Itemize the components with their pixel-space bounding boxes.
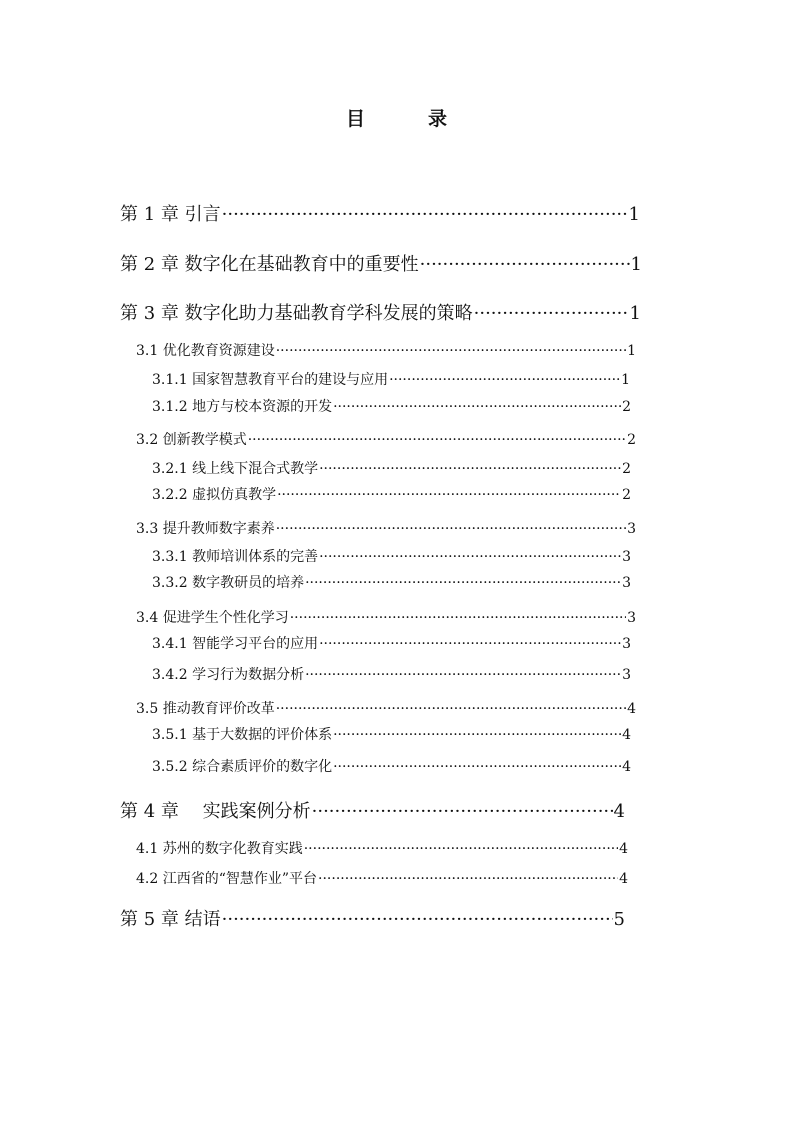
toc-leader-dots (333, 399, 621, 415)
toc-entry-chapter-5[interactable] (120, 905, 625, 931)
toc-leader-dots (276, 701, 626, 717)
toc-entry-section-3-5[interactable] (136, 698, 636, 718)
toc-page-number: 1 (628, 204, 640, 225)
toc-page-number: 5 (613, 909, 625, 930)
toc-entry-label: 3.2.2 虚拟仿真教学 (152, 487, 277, 503)
toc-page-number: 4 (622, 759, 631, 775)
toc-leader-dots (389, 372, 620, 388)
toc-page-number: 3 (622, 636, 631, 652)
toc-entry-section-3-2[interactable] (136, 429, 636, 449)
toc-entry-subsection-3-4-1[interactable] (152, 633, 631, 653)
toc-page-number: 4 (627, 701, 636, 717)
toc-page-number: 4 (619, 871, 628, 887)
toc-entry-label: 3.4.1 智能学习平台的应用 (152, 636, 319, 652)
toc-page-number: 2 (622, 487, 631, 503)
toc-page-number: 1 (630, 254, 642, 275)
toc-leader-dots (304, 841, 618, 857)
toc-leader-dots (305, 575, 621, 591)
toc-entry-chapter-1[interactable] (120, 200, 640, 226)
toc-leader-dots (333, 759, 621, 775)
toc-page-number: 2 (622, 461, 631, 477)
toc-entry-label: 3.2 创新教学模式 (136, 432, 247, 448)
toc-leader-dots (474, 303, 629, 324)
toc-entry-label: 3.1.2 地方与校本资源的开发 (152, 399, 333, 415)
toc-entry-label: 4.1 苏州的数字化教育实践 (136, 841, 303, 857)
toc-entry-subsection-3-2-1[interactable] (152, 458, 631, 478)
toc-entry-chapter-4[interactable] (120, 797, 625, 823)
toc-page-number: 3 (627, 521, 636, 537)
toc-leader-dots (319, 636, 621, 652)
toc-page-number: 1 (629, 303, 641, 324)
toc-page-number: 1 (621, 372, 630, 388)
toc-entry-label: 第 1 章 引言 (120, 204, 221, 225)
toc-leader-dots (290, 610, 626, 626)
toc-entry-label: 3.2.1 线上线下混合式教学 (152, 461, 319, 477)
toc-entry-subsection-3-5-2[interactable] (152, 756, 631, 776)
toc-page-number: 4 (622, 727, 631, 743)
toc-entry-label: 3.3 提升教师数字素养 (136, 521, 275, 537)
toc-page-number: 3 (627, 610, 636, 626)
toc-entry-label: 3.5.1 基于大数据的评价体系 (152, 727, 333, 743)
toc-entry-section-3-1[interactable] (136, 340, 636, 360)
toc-entry-section-3-3[interactable] (136, 518, 636, 538)
toc-entry-subsection-3-3-2[interactable] (152, 572, 631, 592)
toc-entry-subsection-3-1-1[interactable] (152, 369, 630, 389)
toc-leader-dots (420, 254, 630, 275)
toc-page-number: 4 (619, 841, 628, 857)
toc-page-number: 4 (613, 801, 625, 822)
toc-page-number: 3 (622, 549, 631, 565)
toc-entry-chapter-2[interactable] (120, 250, 642, 276)
toc-leader-dots (318, 871, 618, 887)
toc-page-number: 2 (627, 432, 636, 448)
toc-leader-dots (319, 461, 621, 477)
toc-leader-dots (276, 343, 626, 359)
toc-entry-chapter-3[interactable] (120, 299, 641, 325)
toc-entry-label: 第 4 章 实践案例分析 (120, 801, 311, 822)
toc-page-number: 2 (622, 399, 631, 415)
toc-entry-label: 3.3.1 教师培训体系的完善 (152, 549, 319, 565)
toc-entry-subsection-3-4-2[interactable] (152, 664, 631, 684)
toc-leader-dots (312, 801, 613, 822)
toc-leader-dots (319, 549, 621, 565)
toc-entry-label: 3.1 优化教育资源建设 (136, 343, 275, 359)
toc-entry-label: 3.1.1 国家智慧教育平台的建设与应用 (152, 372, 389, 388)
toc-leader-dots (305, 667, 621, 683)
toc-entry-subsection-3-1-2[interactable] (152, 396, 631, 416)
toc-page-number: 3 (622, 575, 631, 591)
toc-entry-subsection-3-2-2[interactable] (152, 484, 631, 504)
toc-entry-section-3-4[interactable] (136, 607, 636, 627)
toc-entry-label: 3.3.2 数字教研员的培养 (152, 575, 305, 591)
toc-leader-dots (222, 909, 613, 930)
toc-entry-label: 3.4.2 学习行为数据分析 (152, 667, 305, 683)
toc-entry-label: 第 2 章 数字化在基础教育中的重要性 (120, 254, 419, 275)
toc-entry-label: 第 3 章 数字化助力基础教育学科发展的策略 (120, 303, 473, 324)
toc-entry-label: 4.2 江西省的“智慧作业”平台 (136, 871, 318, 887)
toc-entry-section-4-2[interactable] (136, 868, 628, 888)
toc-page-number: 3 (622, 667, 631, 683)
toc-leader-dots (277, 487, 621, 503)
toc-leader-dots (248, 432, 626, 448)
toc-page-number: 1 (627, 343, 636, 359)
toc-entry-subsection-3-3-1[interactable] (152, 546, 631, 566)
toc-entry-label: 第 5 章 结语 (120, 909, 221, 930)
toc-leader-dots (276, 521, 626, 537)
toc-entry-subsection-3-5-1[interactable] (152, 724, 631, 744)
toc-entry-section-4-1[interactable] (136, 838, 628, 858)
toc-entry-label: 3.5.2 综合素质评价的数字化 (152, 759, 333, 775)
toc-leader-dots (333, 727, 621, 743)
toc-entry-label: 3.5 推动教育评价改革 (136, 701, 275, 717)
toc-entry-label: 3.4 促进学生个性化学习 (136, 610, 289, 626)
toc-title: 目 录 (345, 108, 469, 130)
toc-leader-dots (222, 204, 628, 225)
